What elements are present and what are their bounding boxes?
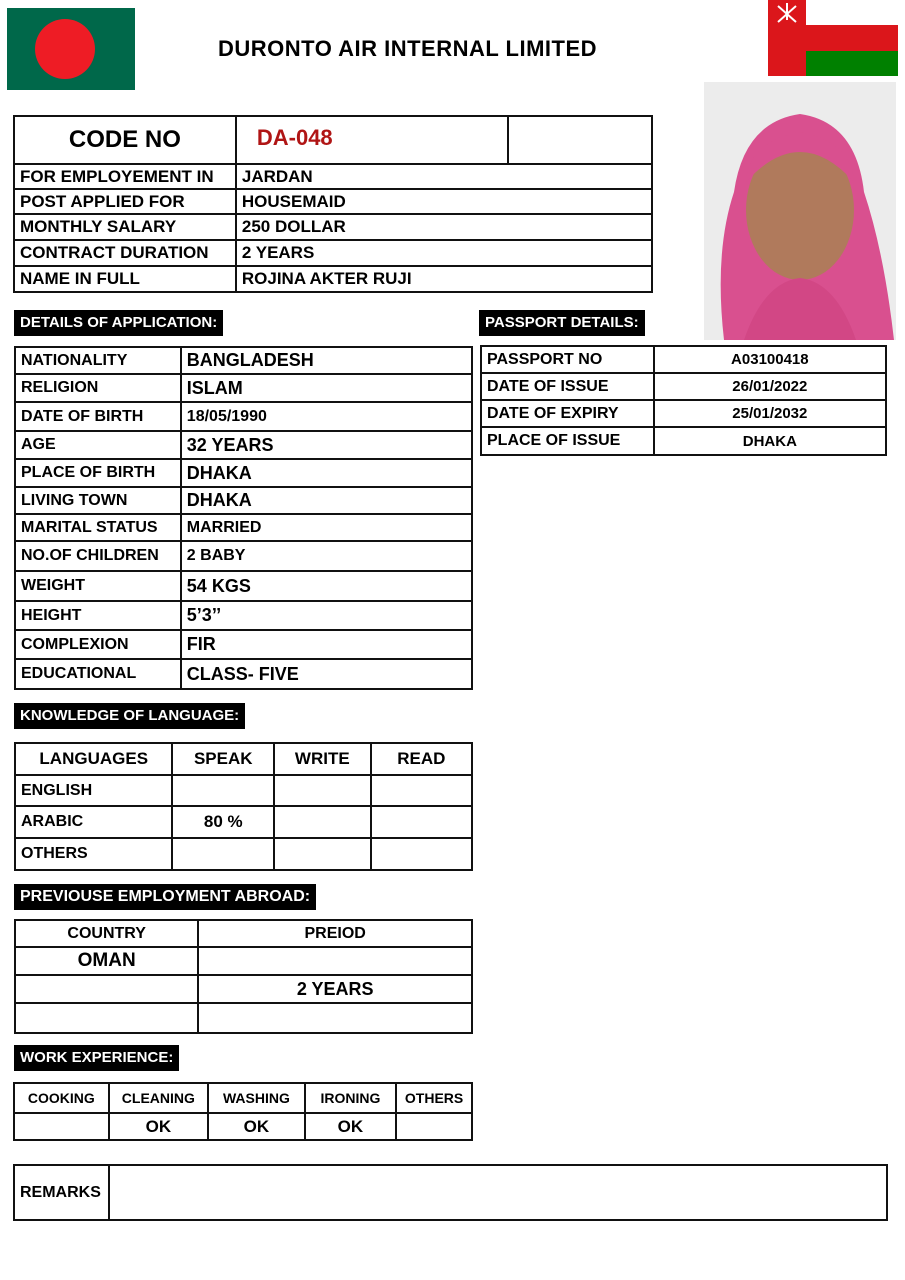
field-label: WEIGHT (15, 571, 181, 601)
field-value: 32 YEARS (181, 431, 472, 459)
employment-period (198, 1003, 472, 1033)
passport-label: DATE OF ISSUE (481, 373, 654, 400)
remarks-value (109, 1165, 887, 1220)
passport-label: PASSPORT NO (481, 346, 654, 373)
field-label: COMPLEXION (15, 630, 181, 659)
work-header: COOKING (14, 1083, 109, 1113)
language-cell (274, 806, 371, 838)
work-header: WASHING (208, 1083, 305, 1113)
language-cell: 80 % (172, 806, 274, 838)
employment-country (15, 1003, 198, 1033)
row-label: FOR EMPLOYEMENT IN (14, 164, 236, 189)
applicant-photo (704, 82, 896, 340)
field-value: 54 KGS (181, 571, 472, 601)
language-cell (172, 838, 274, 870)
field-value: BANGLADESH (181, 347, 472, 374)
field-label: NATIONALITY (15, 347, 181, 374)
top-info-table (13, 115, 653, 293)
field-value: MARRIED (181, 514, 472, 541)
code-blank (508, 116, 652, 164)
language-header: WRITE (274, 743, 371, 775)
field-label: DATE OF BIRTH (15, 402, 181, 431)
company-title: DURONTO AIR INTERNAL LIMITED (218, 36, 598, 61)
work-header: CLEANING (109, 1083, 209, 1113)
field-value: FIR (181, 630, 472, 659)
bangladesh-flag (7, 8, 135, 90)
row-value: 250 DOLLAR (236, 214, 652, 240)
field-label: RELIGION (15, 374, 181, 402)
passport-value: A03100418 (654, 346, 886, 373)
passport-label: DATE OF EXPIRY (481, 400, 654, 427)
work-value (396, 1113, 472, 1140)
employment-country (15, 975, 198, 1003)
language-header: SPEAK (172, 743, 274, 775)
field-value: ISLAM (181, 374, 472, 402)
row-value: 2 YEARS (236, 240, 652, 266)
field-value: CLASS- FIVE (181, 659, 472, 689)
language-name: ENGLISH (15, 775, 172, 806)
work-section-title: WORK EXPERIENCE: (14, 1045, 179, 1071)
row-label: MONTHLY SALARY (14, 214, 236, 240)
employment-period: 2 YEARS (198, 975, 472, 1003)
row-value: ROJINA AKTER RUJI (236, 266, 652, 292)
field-label: HEIGHT (15, 601, 181, 630)
work-value: OK (305, 1113, 396, 1140)
passport-table (480, 345, 887, 456)
field-label: MARITAL STATUS (15, 514, 181, 541)
code-label: CODE NO (14, 116, 236, 164)
field-value: 18/05/1990 (181, 402, 472, 431)
row-label: CONTRACT DURATION (14, 240, 236, 266)
field-label: LIVING TOWN (15, 487, 181, 514)
passport-label: PLACE OF ISSUE (481, 427, 654, 455)
work-value: OK (208, 1113, 305, 1140)
field-value: DHAKA (181, 459, 472, 487)
remarks-table (13, 1164, 888, 1221)
employment-period (198, 947, 472, 975)
application-table (14, 346, 473, 690)
language-header: READ (371, 743, 472, 775)
remarks-label: REMARKS (14, 1165, 109, 1220)
passport-value: DHAKA (654, 427, 886, 455)
language-header: LANGUAGES (15, 743, 172, 775)
row-label: POST APPLIED FOR (14, 189, 236, 214)
language-name: OTHERS (15, 838, 172, 870)
employment-section-title: PREVIOUSE EMPLOYMENT ABROAD: (14, 884, 316, 910)
row-value: HOUSEMAID (236, 189, 652, 214)
employment-header: COUNTRY (15, 920, 198, 947)
employment-country: OMAN (15, 947, 198, 975)
work-value: OK (109, 1113, 209, 1140)
row-label: NAME IN FULL (14, 266, 236, 292)
application-section-title: DETAILS OF APPLICATION: (14, 310, 223, 336)
employment-header: PREIOD (198, 920, 472, 947)
passport-value: 26/01/2022 (654, 373, 886, 400)
field-label: EDUCATIONAL (15, 659, 181, 689)
field-value: 5’3’’ (181, 601, 472, 630)
field-value: 2 BABY (181, 541, 472, 571)
passport-value: 25/01/2032 (654, 400, 886, 427)
passport-section-title: PASSPORT DETAILS: (479, 310, 645, 336)
language-cell (172, 775, 274, 806)
code-value: DA-048 (236, 116, 508, 164)
field-label: NO.OF CHILDREN (15, 541, 181, 571)
language-cell (274, 775, 371, 806)
field-label: PLACE OF BIRTH (15, 459, 181, 487)
work-header: OTHERS (396, 1083, 472, 1113)
language-section-title: KNOWLEDGE OF LANGUAGE: (14, 703, 245, 729)
field-label: AGE (15, 431, 181, 459)
language-name: ARABIC (15, 806, 172, 838)
language-cell (371, 806, 472, 838)
work-table (13, 1082, 473, 1141)
field-value: DHAKA (181, 487, 472, 514)
work-value (14, 1113, 109, 1140)
oman-flag (768, 0, 898, 76)
language-cell (371, 775, 472, 806)
work-header: IRONING (305, 1083, 396, 1113)
language-table (14, 742, 473, 871)
employment-table (14, 919, 473, 1034)
row-value: JARDAN (236, 164, 652, 189)
language-cell (274, 838, 371, 870)
language-cell (371, 838, 472, 870)
